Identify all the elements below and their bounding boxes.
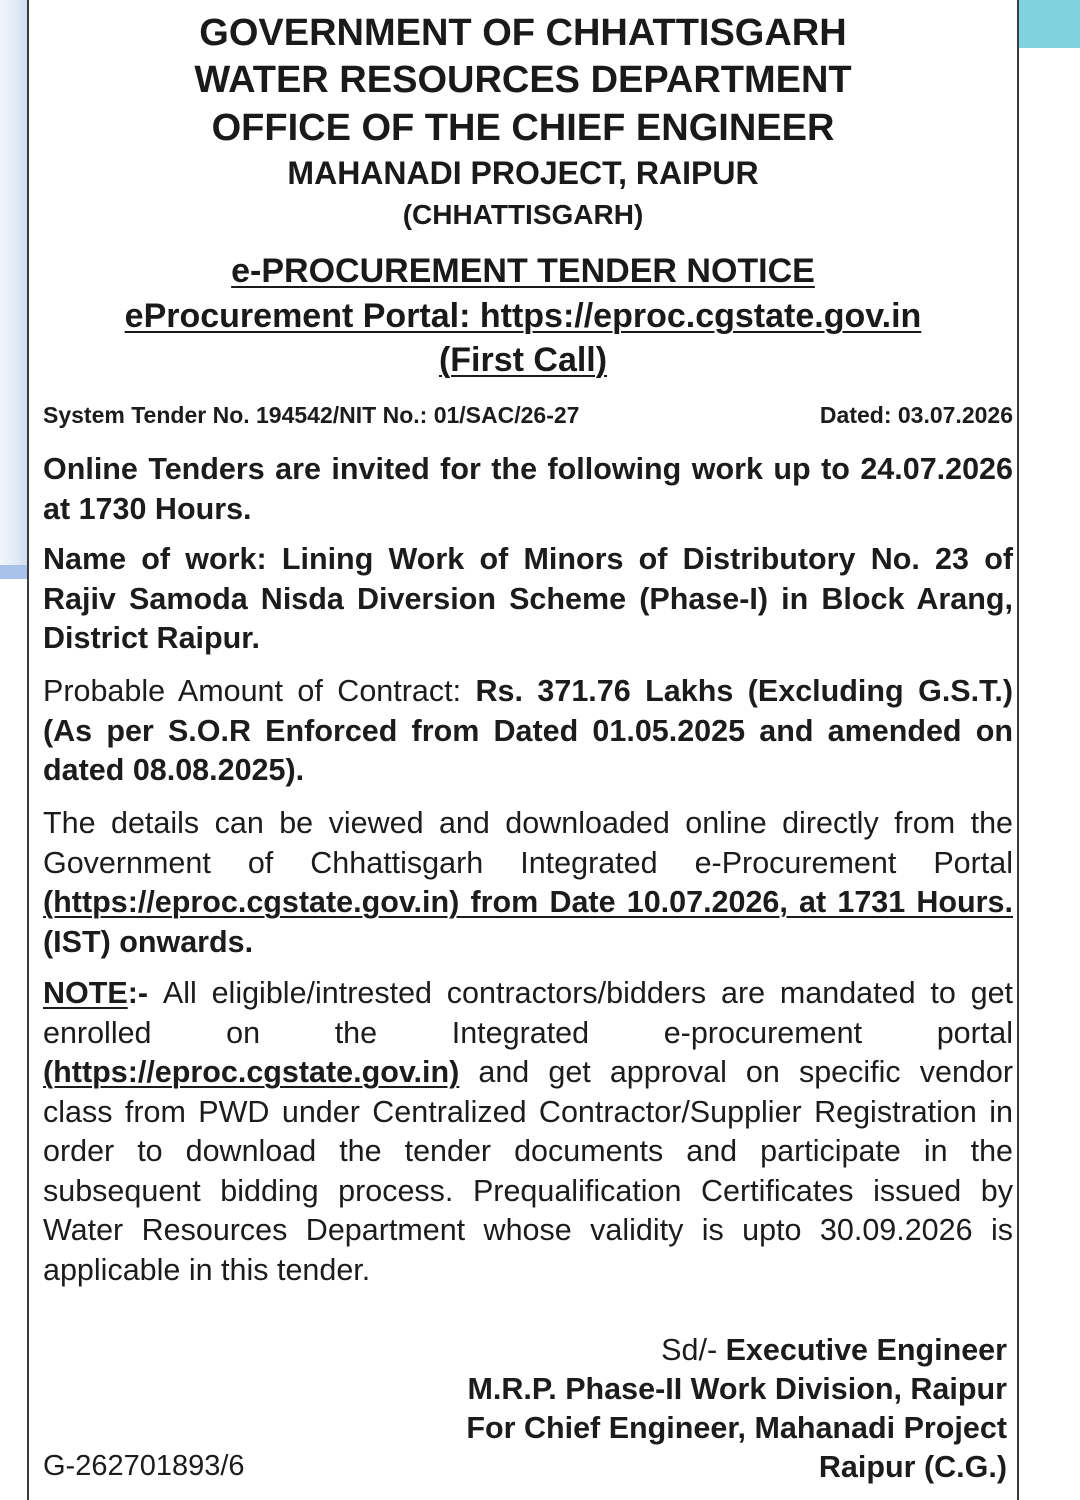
signature-division: M.R.P. Phase-II Work Division, Raipur	[467, 1372, 1007, 1406]
details-tail: (IST) onwards.	[43, 924, 254, 959]
header-project: MAHANADI PROJECT, RAIPUR	[287, 155, 759, 191]
header-government: GOVERNMENT OF CHHATTISGARH	[199, 12, 847, 54]
signature-line-1	[661, 1331, 1007, 1371]
amount-value: Rs. 371.76 Lakhs (Excluding G.S.T.) (As per S.O.R Enforced from Dated 01.05.2025 and amended on dated 08.08.2025).	[43, 674, 1013, 787]
note-text-1: All eligible/intrested contractors/bidders are mandated to get enrolled on the Integrated e-procurement portal	[43, 976, 1014, 1050]
signature-place: Raipur (C.G.)	[818, 1450, 1007, 1484]
work-name-paragraph: Name of work: Lining Work of Minors of Distributory No. 23 of Rajiv Samoda Nisda Diversion Scheme (Phase-I) in Block Arang, District Raipur.	[43, 542, 1013, 655]
portal-link[interactable]: eProcurement Portal: https://eproc.cgstate.gov.in	[124, 297, 922, 335]
left-background-strip	[0, 0, 29, 578]
notice-title: e-PROCUREMENT TENDER NOTICE	[231, 252, 815, 290]
signature-for: For Chief Engineer, Mahanadi Project	[466, 1411, 1007, 1445]
note-separator: :-	[127, 976, 163, 1010]
tender-number-line	[43, 402, 1013, 429]
note-paragraph	[43, 974, 1013, 1290]
signature-prefix: Sd/-	[661, 1333, 726, 1367]
signature-title: Executive Engineer	[725, 1333, 1007, 1367]
amount-label: Probable Amount of Contract:	[43, 674, 476, 708]
note-text-2: and get approval on specific vendor class from PWD under Centralized Contractor/Supplier Registration in order to download the tender documents and participate in the subsequent bidding process. Prequalification Certificates issued by Water Resources Department whose validity is upto 30.09.2026 is applicable in this tender.	[43, 1055, 1013, 1287]
invite-paragraph: Online Tenders are invited for the following work up to 24.07.2026 at 1730 Hours.	[43, 452, 1013, 526]
reference-number: G-262701893/6	[43, 1450, 245, 1482]
tender-number: System Tender No. 194542/NIT No.: 01/SAC/26-27	[43, 402, 580, 428]
note-label: NOTE	[43, 976, 128, 1010]
amount-paragraph	[43, 672, 1013, 791]
header-department: WATER RESOURCES DEPARTMENT	[194, 59, 852, 101]
call-label: (First Call)	[438, 341, 608, 379]
tender-notice	[27, 0, 1019, 1500]
details-paragraph	[43, 804, 1013, 962]
details-text: The details can be viewed and downloaded online directly from the Government of Chhattisgarh Integrated e-Procurement Portal	[43, 806, 1013, 880]
header-state: (CHHATTISGARH)	[402, 199, 644, 230]
tender-date: Dated: 03.07.2026	[819, 402, 1013, 428]
details-portal-link[interactable]: (https://eproc.cgstate.gov.in) from Date 10.07.2026, at 1731 Hours.	[43, 885, 1013, 919]
note-portal-link[interactable]: (https://eproc.cgstate.gov.in)	[43, 1055, 460, 1089]
header-office: OFFICE OF THE CHIEF ENGINEER	[211, 107, 835, 149]
